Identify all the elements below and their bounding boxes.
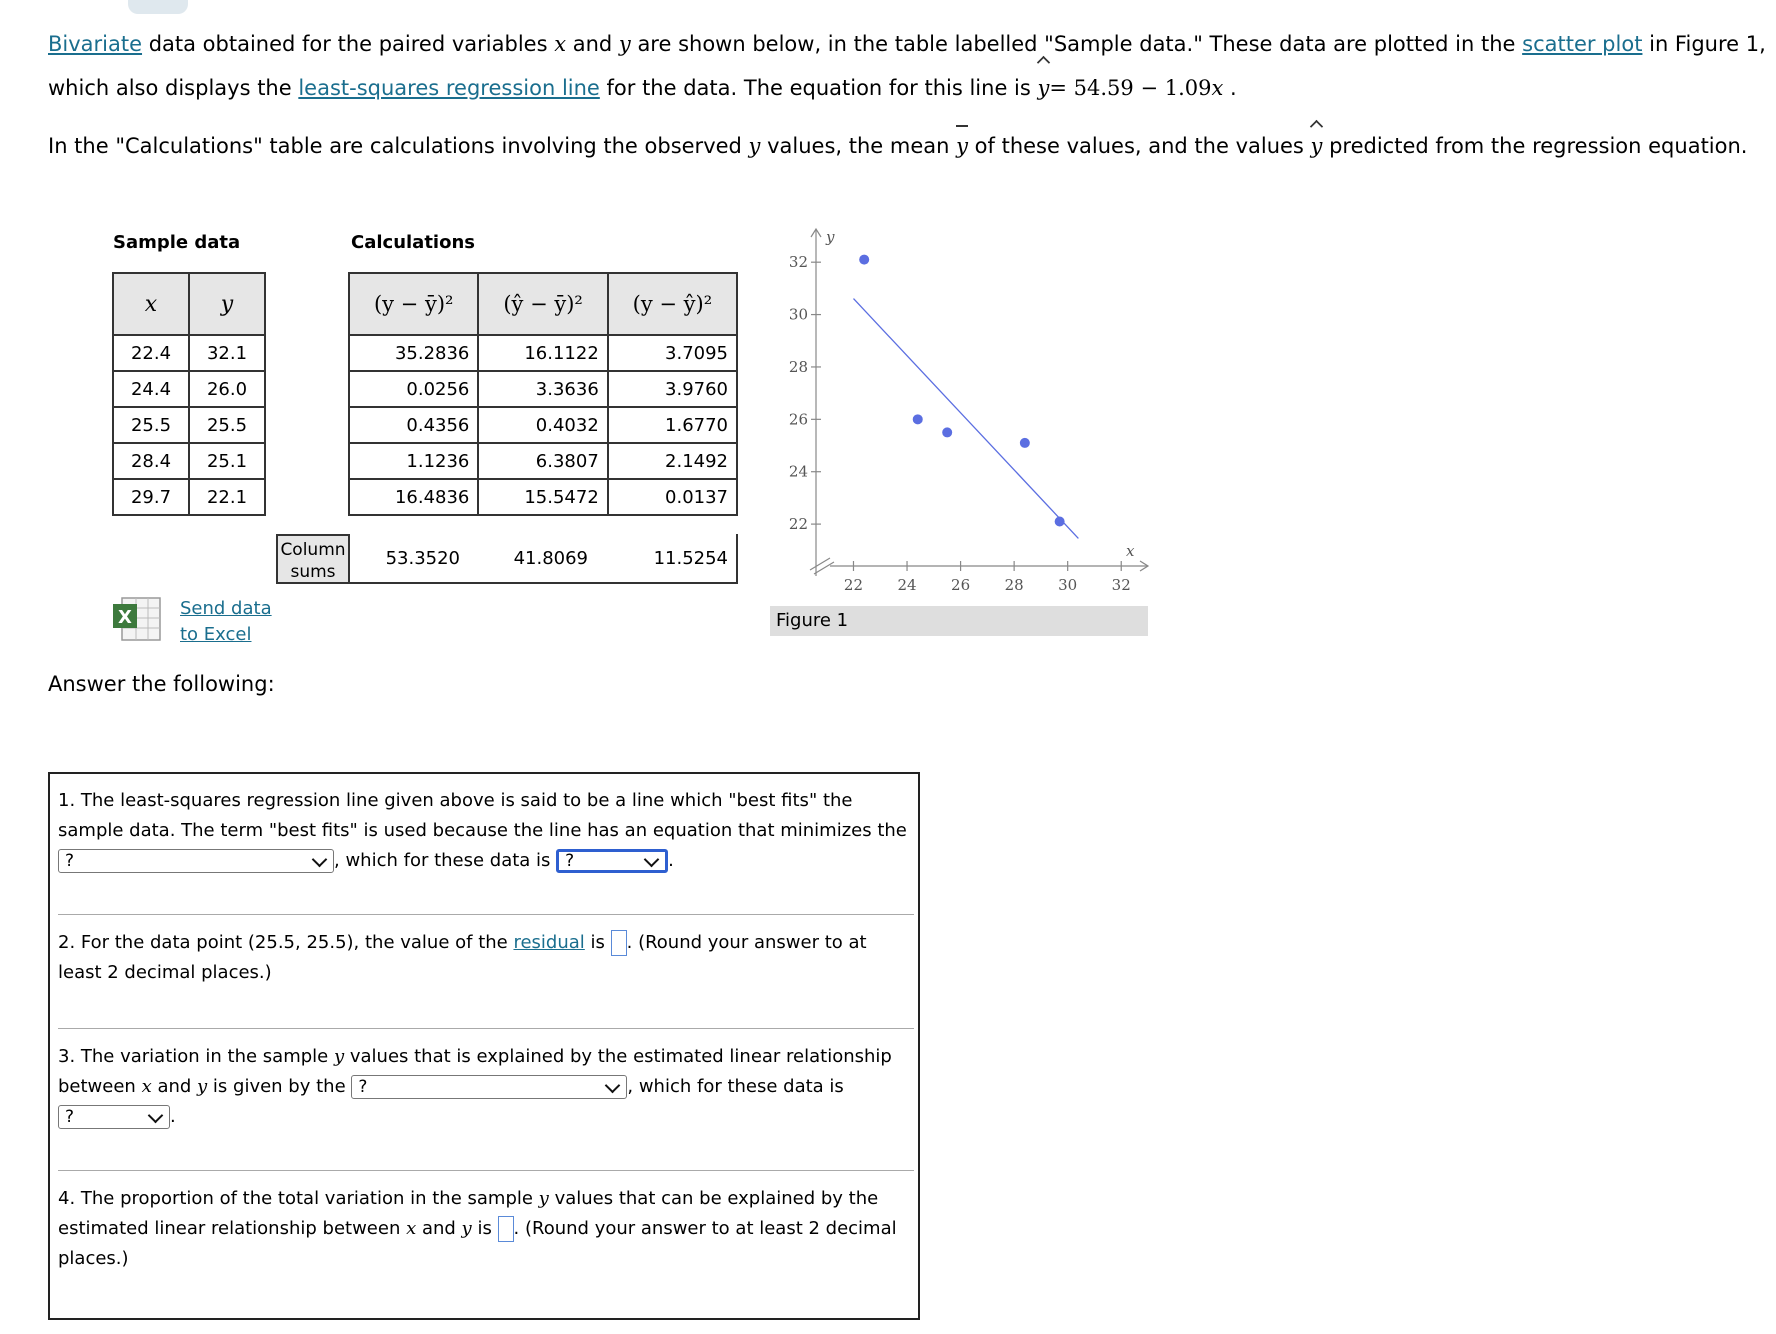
- cell-value: 0.0137: [608, 479, 737, 515]
- divider: [58, 1170, 914, 1171]
- column-sums-label-line: sums: [290, 562, 336, 582]
- intro-text: In the "Calculations" table are calculations involving the observed: [48, 134, 749, 158]
- cell-x: 28.4: [113, 443, 189, 479]
- intro-text: in Figure 1, which also displays the: [48, 32, 1766, 100]
- q4-text: . (Round your answer to at least 2 decimal places.): [58, 1218, 897, 1269]
- scatter-plot-link[interactable]: scatter plot: [1522, 32, 1643, 56]
- q3-text: 3. The variation in the sample: [58, 1046, 334, 1067]
- y-tick-label: 32: [788, 253, 808, 272]
- plot-axes: [789, 228, 1148, 594]
- table-row: [349, 443, 737, 479]
- scatter-plot: [760, 222, 1150, 606]
- var-y: y: [461, 1218, 472, 1239]
- to-excel-link[interactable]: to Excel: [180, 624, 252, 645]
- y-axis-label: y: [826, 228, 835, 246]
- cell-value: 16.1122: [478, 335, 607, 371]
- q2-text: . (Round your answer to at least 2 decimal places.): [58, 932, 867, 983]
- x-tick-label: 30: [1058, 576, 1078, 594]
- y-tick-label: 22: [788, 515, 808, 534]
- q1-text: .: [668, 850, 674, 871]
- q3-text: , which for these data is: [627, 1076, 844, 1097]
- var-y: y: [333, 1046, 345, 1067]
- cell-value: 1.6770: [608, 407, 737, 443]
- table-row: [349, 479, 737, 515]
- cell-x: 24.4: [113, 371, 189, 407]
- sum-sst: 53.3520: [385, 548, 460, 569]
- cell-value: 0.0256: [349, 371, 478, 407]
- y-hat-symbol: y: [1311, 130, 1323, 162]
- intro-text: predicted from the regression equation.: [1322, 134, 1748, 158]
- q3-value-select[interactable]: [58, 1105, 170, 1129]
- cell-value: 2.1492: [608, 443, 737, 479]
- y-hat-symbol: y: [1038, 66, 1050, 110]
- table-row: [349, 407, 737, 443]
- chevron-down-icon: [644, 852, 660, 868]
- data-point: [1055, 516, 1065, 526]
- y-bar-symbol: y: [956, 130, 968, 162]
- var-x: x: [141, 1076, 152, 1097]
- x-tick-label: 22: [843, 576, 864, 594]
- cell-value: 6.3807: [478, 443, 607, 479]
- question-3: [58, 1042, 914, 1132]
- var-y: y: [538, 1188, 549, 1209]
- y-tick-label: 30: [788, 305, 808, 324]
- answer-heading: Answer the following:: [48, 672, 275, 696]
- select-value: ?: [565, 851, 575, 871]
- header-x: x: [113, 273, 189, 335]
- y-tick-label: 24: [788, 462, 808, 481]
- intro-text: data obtained for the paired variables: [142, 32, 555, 56]
- data-point: [913, 414, 923, 424]
- x-tick-label: 26: [951, 576, 971, 594]
- y-tick-label: 28: [788, 357, 808, 376]
- cell-value: 0.4356: [349, 407, 478, 443]
- regression-equation: = 54.59 − 1.09: [1049, 76, 1212, 100]
- cell-value: 3.7095: [608, 335, 737, 371]
- q1-quantity-select[interactable]: [58, 849, 334, 873]
- q2-text: 2. For the data point (25.5, 25.5), the value of the: [58, 932, 514, 953]
- intro-paragraph: [48, 22, 1768, 110]
- cell-y: 22.1: [189, 479, 265, 515]
- divider: [58, 914, 914, 915]
- plot-marks: [853, 255, 1078, 539]
- intro-text: for the data. The equation for this line is: [599, 76, 1038, 100]
- question-4: [58, 1184, 914, 1274]
- excel-icon: [112, 596, 162, 642]
- q4-text: and: [416, 1218, 462, 1239]
- var-x: x: [1211, 76, 1224, 100]
- chevron-down-icon: [605, 1078, 621, 1094]
- intro-text: .: [1223, 76, 1237, 100]
- q3-quantity-select[interactable]: [351, 1075, 627, 1099]
- cell-value: 16.4836: [349, 479, 478, 515]
- sum-ssr: 41.8069: [513, 548, 588, 569]
- header-sst: (y − ȳ)²: [349, 273, 478, 335]
- sum-sse: 11.5254: [653, 548, 728, 569]
- q3-text: is given by the: [207, 1076, 352, 1097]
- var-x: x: [406, 1218, 417, 1239]
- column-sums-label: [276, 534, 348, 584]
- q3-text: values that is explained by the estimated linear relationship between: [58, 1046, 892, 1097]
- q2-text: is: [584, 932, 611, 953]
- table-row: [113, 335, 265, 371]
- var-y: y: [748, 134, 761, 158]
- regression-line: [853, 299, 1078, 539]
- q3-text: and: [151, 1076, 198, 1097]
- header-sse: (y − ŷ)²: [608, 273, 737, 335]
- cell-value: 3.3636: [478, 371, 607, 407]
- intro-text: of these values, and the values: [968, 134, 1311, 158]
- figure-caption: Figure 1: [770, 606, 1148, 636]
- sample-data-table: [112, 272, 266, 516]
- chevron-down-icon: [312, 852, 328, 868]
- data-point: [859, 255, 869, 265]
- cell-value: 35.2836: [349, 335, 478, 371]
- cell-x: 22.4: [113, 335, 189, 371]
- data-point: [1020, 438, 1030, 448]
- q2-residual-input[interactable]: [611, 930, 627, 956]
- cell-y: 26.0: [189, 371, 265, 407]
- bivariate-link[interactable]: Bivariate: [48, 32, 143, 56]
- residual-link[interactable]: residual: [513, 932, 585, 953]
- divider: [58, 1028, 914, 1029]
- intro-text: are shown below, in the table labelled "Sample data." These data are plotted in the: [630, 32, 1523, 56]
- cell-x: 25.5: [113, 407, 189, 443]
- var-y: y: [197, 1076, 208, 1097]
- header-y: y: [189, 273, 265, 335]
- table-row: [113, 371, 265, 407]
- calculations-table: [348, 272, 738, 516]
- column-sums-row: [348, 534, 738, 584]
- table-row: [113, 443, 265, 479]
- x-tick-label: 28: [1004, 576, 1024, 594]
- q4-text: is: [471, 1218, 498, 1239]
- select-value: ?: [65, 851, 75, 871]
- q1-text: 1. The least-squares regression line given above is said to be a line which "best fits" the sample data. The term "best fits" is used because the line has an equation that minimizes the: [58, 790, 907, 841]
- questions-box: [48, 772, 920, 1320]
- data-point: [942, 427, 952, 437]
- svg-text:X: X: [118, 607, 132, 628]
- y-tick-label: 26: [788, 410, 808, 429]
- q3-text: .: [170, 1106, 176, 1127]
- q4-text: values that can be explained by the estimated linear relationship between: [58, 1188, 879, 1239]
- select-value: ?: [65, 1107, 75, 1127]
- calculations-label: Calculations: [351, 232, 475, 253]
- select-value: ?: [358, 1077, 368, 1097]
- var-y: y: [618, 32, 631, 56]
- q4-text: 4. The proportion of the total variation in the sample: [58, 1188, 539, 1209]
- column-sums-label-line: Column: [280, 540, 346, 560]
- cell-value: 15.5472: [478, 479, 607, 515]
- table-row: [349, 335, 737, 371]
- table-row: [113, 479, 265, 515]
- x-tick-label: 24: [897, 576, 917, 594]
- cell-y: 25.5: [189, 407, 265, 443]
- cell-value: 1.1236: [349, 443, 478, 479]
- cell-value: 3.9760: [608, 371, 737, 407]
- question-1: [58, 786, 914, 876]
- table-row: [113, 407, 265, 443]
- x-axis-label: x: [1126, 542, 1135, 560]
- cell-value: 0.4032: [478, 407, 607, 443]
- table-row: [349, 371, 737, 407]
- q1-value-select[interactable]: [556, 849, 668, 873]
- q4-proportion-input[interactable]: [498, 1216, 514, 1242]
- top-tab[interactable]: [128, 0, 188, 14]
- calc-paragraph: [48, 130, 1748, 162]
- cell-y: 32.1: [189, 335, 265, 371]
- header-ssr: (ŷ − ȳ)²: [478, 273, 607, 335]
- var-x: x: [554, 32, 567, 56]
- q1-text: , which for these data is: [334, 850, 557, 871]
- x-tick-label: 32: [1111, 576, 1131, 594]
- regression-line-link[interactable]: least-squares regression line: [298, 76, 600, 100]
- sample-data-label: Sample data: [113, 232, 241, 253]
- intro-text: values, the mean: [760, 134, 957, 158]
- intro-text: and: [566, 32, 619, 56]
- cell-x: 29.7: [113, 479, 189, 515]
- question-2: [58, 928, 914, 988]
- chevron-down-icon: [148, 1108, 164, 1124]
- send-data-link[interactable]: Send data: [180, 598, 272, 619]
- cell-y: 25.1: [189, 443, 265, 479]
